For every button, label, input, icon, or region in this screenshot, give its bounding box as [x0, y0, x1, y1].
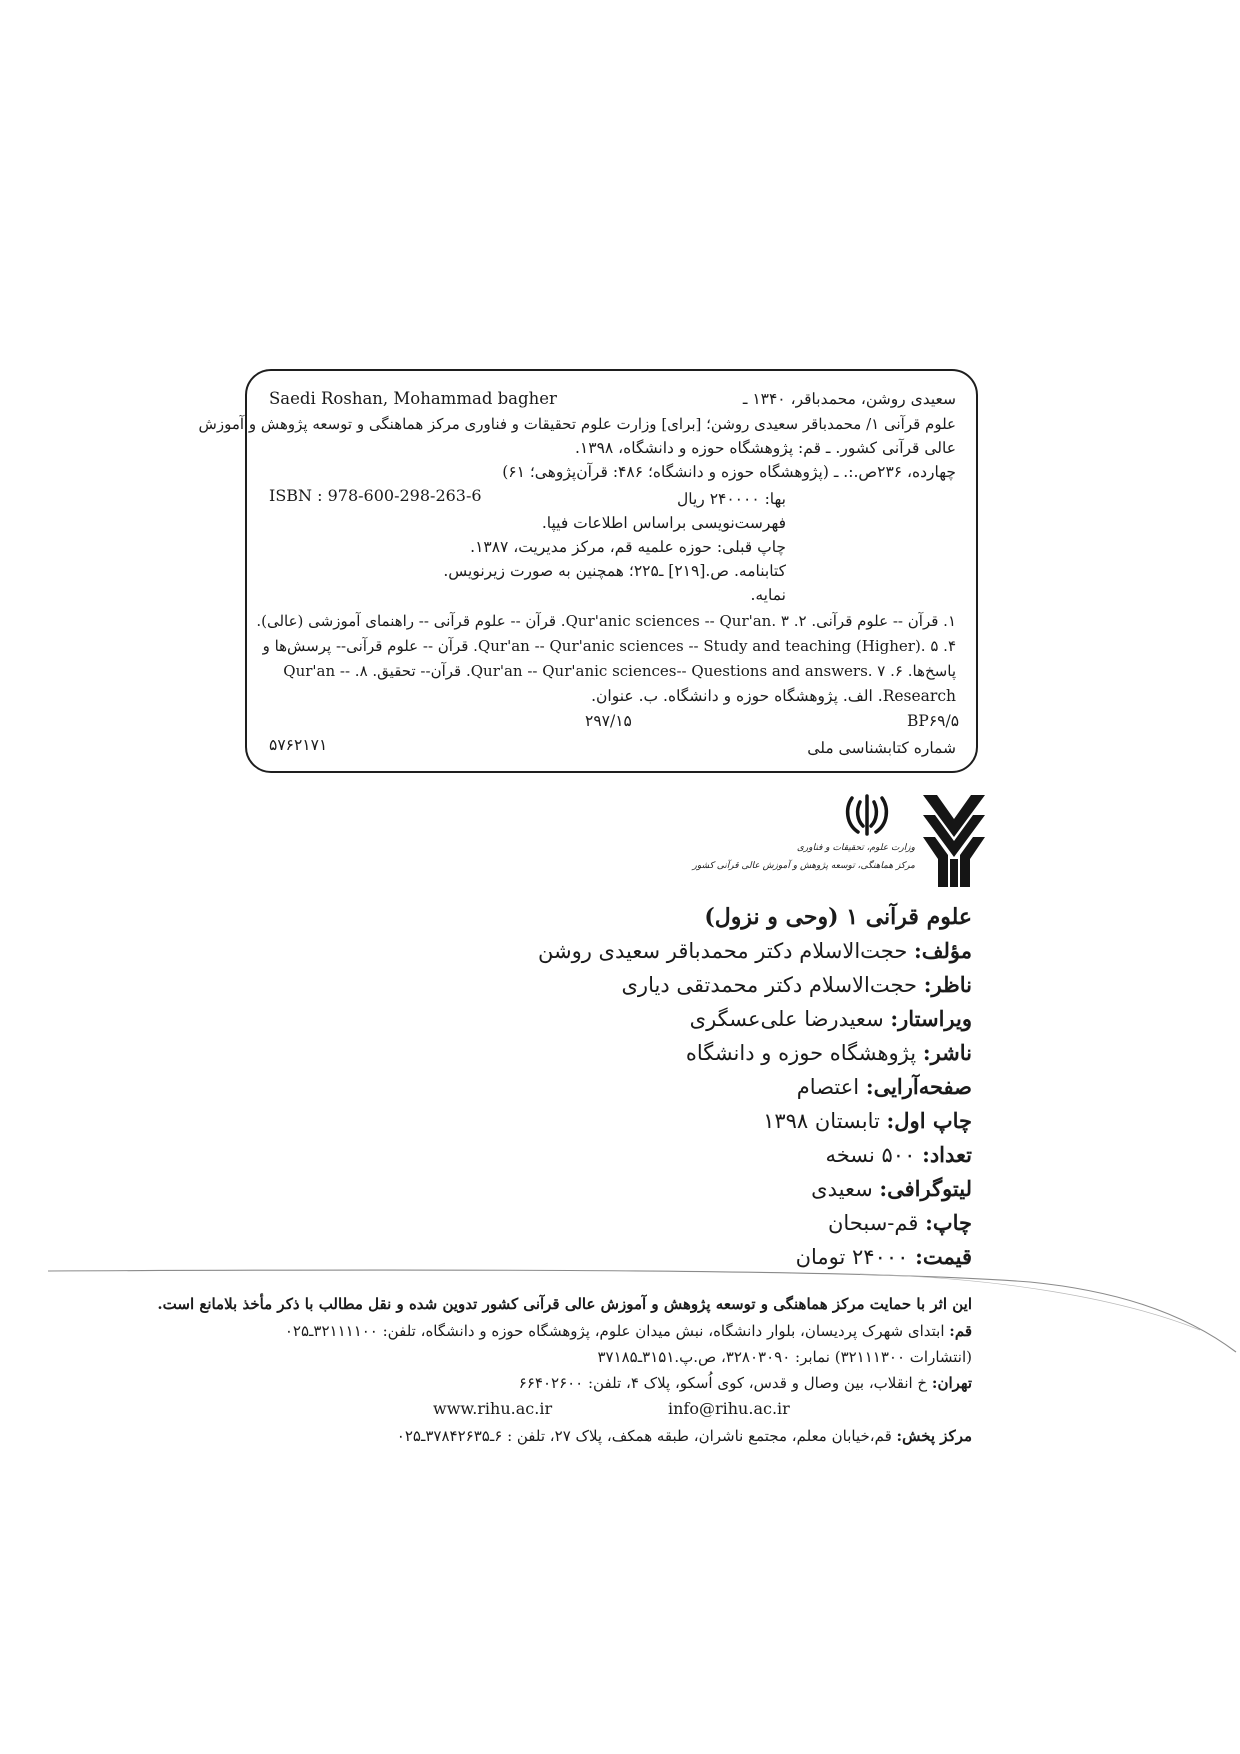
credit-editor: [690, 1006, 972, 1031]
credit-copies-value: ۵۰۰ نسخه: [825, 1143, 916, 1167]
cataloging-box: [198, 369, 978, 773]
credit-layout-value: اعتصام: [796, 1075, 860, 1099]
credit-price-value: ۲۴۰۰۰ تومان: [795, 1245, 909, 1269]
email-link[interactable]: info@rihu.ac.ir: [668, 1399, 790, 1418]
catalog-national-number: ۵۷۶۲۱۷۱: [269, 736, 328, 754]
catalog-pages-series: چهارده، ۲۳۶ص.:. ـ (پژوهشگاه حوزه و دانشگاه؛ ۴۸۶: قرآن‌پژوهی؛ ۶۱): [502, 463, 956, 481]
credit-edition: [763, 1108, 972, 1133]
qom-address: [285, 1322, 972, 1340]
catalog-isbn: ISBN : 978-600-298-263-6: [269, 486, 482, 505]
qom-address-line-2: (انتشارات ۳۲۱۱۱۳۰۰) نمابر: ۳۲۸۰۳۰۹۰، ص.پ.۳۱۵۱ـ۳۷۱۸۵: [597, 1348, 972, 1366]
catalog-previous-print: چاپ قبلی: حوزه علمیه قم، مرکز مدیریت، ۱۳۸۷.: [470, 538, 786, 556]
catalog-title-line-1: علوم قرآنی ۱/ محمدباقر سعیدی روشن؛ [برای] وزارت علوم تحقیقات و فناوری مرکز هماهنگی و توسعه پژوهش و آموزش: [198, 415, 956, 433]
catalog-subjects-4: Research. الف. پژوهشگاه حوزه و دانشگاه. ب. عنوان.: [591, 687, 956, 705]
catalog-lc-class: BP۶۹/۵: [907, 712, 960, 730]
qom-address-text: ابتدای شهرک پردیسان، بلوار دانشگاه، نبش میدان علوم، پژوهشگاه حوزه و دانشگاه، تلفن: ۳۲۱۱۱۱۰۰ـ۰۲۵: [284, 1322, 945, 1340]
credit-author-label: مؤلف:: [914, 938, 972, 963]
credit-supervisor: [622, 972, 973, 997]
catalog-subjects-3: پاسخ‌ها. ۶. Qur'an -- Qur'anic sciences-- Questions and answers. ۷. قرآن-- تحقیق. ۸. -- Qur'an: [283, 662, 956, 680]
catalog-dewey: ۲۹۷/۱۵: [585, 712, 632, 730]
catalog-index: نمایه.: [750, 586, 786, 604]
credit-supervisor-value: حجت‌الاسلام دکتر محمدتقی دیاری: [621, 973, 918, 997]
ministry-emblem-icon: [842, 792, 892, 838]
credit-copies: [825, 1142, 972, 1167]
tehran-label: تهران:: [931, 1374, 972, 1392]
credit-editor-label: ویراستار:: [890, 1006, 972, 1031]
credit-layout: [797, 1074, 972, 1099]
catalog-author-en: Saedi Roshan, Mohammad bagher: [269, 389, 557, 408]
catalog-fipa-note: فهرست‌نویسی براساس اطلاعات فیپا.: [541, 514, 786, 532]
support-note: این اثر با حمایت مرکز هماهنگی و توسعه پژوهش و آموزش عالی قرآنی کشور تدوین شده و نقل مطالب با ذکر مأخذ بلامانع است.: [157, 1295, 972, 1313]
credit-price-label: قیمت:: [915, 1244, 972, 1269]
credit-edition-label: چاپ اول:: [886, 1108, 972, 1133]
website-link[interactable]: www.rihu.ac.ir: [433, 1399, 553, 1418]
catalog-subjects-2: ۴. Qur'an -- Qur'anic sciences -- Study and teaching (Higher). ۵. قرآن -- علوم قرآنی-- پرسش‌ها و: [262, 637, 956, 655]
credit-print-value: قم-سبحان: [827, 1211, 919, 1235]
catalog-title-line-2: عالی قرآنی کشور. ـ قم: پژوهشگاه حوزه و دانشگاه، ۱۳۹۸.: [574, 439, 956, 457]
credit-author-value: حجت‌الاسلام دکتر محمدباقر سعیدی روشن: [538, 939, 908, 963]
catalog-author-fa: سعیدی روشن، محمدباقر، ۱۳۴۰ ـ: [742, 390, 956, 408]
ministry-caption-1: وزارت علوم، تحقیقات و فناوری: [796, 843, 915, 853]
tehran-address: [519, 1374, 972, 1392]
credit-supervisor-label: ناظر:: [923, 972, 972, 997]
credit-publisher: [686, 1040, 972, 1065]
ministry-caption-2: مرکز هماهنگی، توسعه پژوهش و آموزش عالی قرآنی کشور: [692, 861, 915, 871]
distribution-address-text: قم،خیابان معلم، مجتمع ناشران، طبقه همکف، پلاک ۲۷، تلفن : ۶ـ۳۷۸۴۲۶۳۵ـ۰۲۵: [396, 1427, 892, 1445]
credit-editor-value: سعیدرضا علی‌عسگری: [689, 1007, 884, 1031]
credit-print: [828, 1210, 972, 1235]
tehran-address-text: خ انقلاب، بین وصال و قدس، کوی اُسکو، پلاک ۴، تلفن: ۶۶۴۰۲۶۰۰: [518, 1374, 928, 1392]
rihu-emblem-icon: [923, 795, 985, 887]
distribution-label: مرکز پخش:: [896, 1427, 972, 1445]
credit-litho-label: لیتوگرافی:: [879, 1176, 972, 1201]
catalog-bibliography: کتابنامه. ص.[۲۱۹] ـ۲۲۵؛ همچنین به صورت زیرنویس.: [443, 562, 786, 580]
distribution-address: [397, 1427, 972, 1445]
credit-copies-label: تعداد:: [922, 1142, 972, 1167]
credit-edition-value: تابستان ۱۳۹۸: [763, 1109, 880, 1133]
qom-label: قم:: [949, 1322, 972, 1340]
credit-print-label: چاپ:: [925, 1210, 972, 1235]
logos-area: [692, 790, 990, 890]
catalog-subjects-1: ۱. قرآن -- علوم قرآنی. ۲. Qur'anic sciences -- Qur'an. ۳. قرآن -- علوم قرآنی -- راهنمای آموزشی (عالی).: [256, 612, 956, 630]
book-title: علوم قرآنی ۱ (وحی و نزول): [704, 904, 972, 930]
credit-litho: [811, 1176, 972, 1201]
credit-publisher-value: پژوهشگاه حوزه و دانشگاه: [685, 1041, 917, 1065]
catalog-price: بها: ۲۴۰۰۰۰ ریال: [676, 490, 786, 508]
credit-litho-value: سعیدی: [811, 1177, 873, 1201]
credit-publisher-label: ناشر:: [922, 1040, 972, 1065]
credit-layout-label: صفحه‌آرایی:: [865, 1074, 972, 1099]
catalog-national-label: شماره کتابشناسی ملی: [807, 739, 956, 757]
credit-author: [538, 938, 972, 963]
